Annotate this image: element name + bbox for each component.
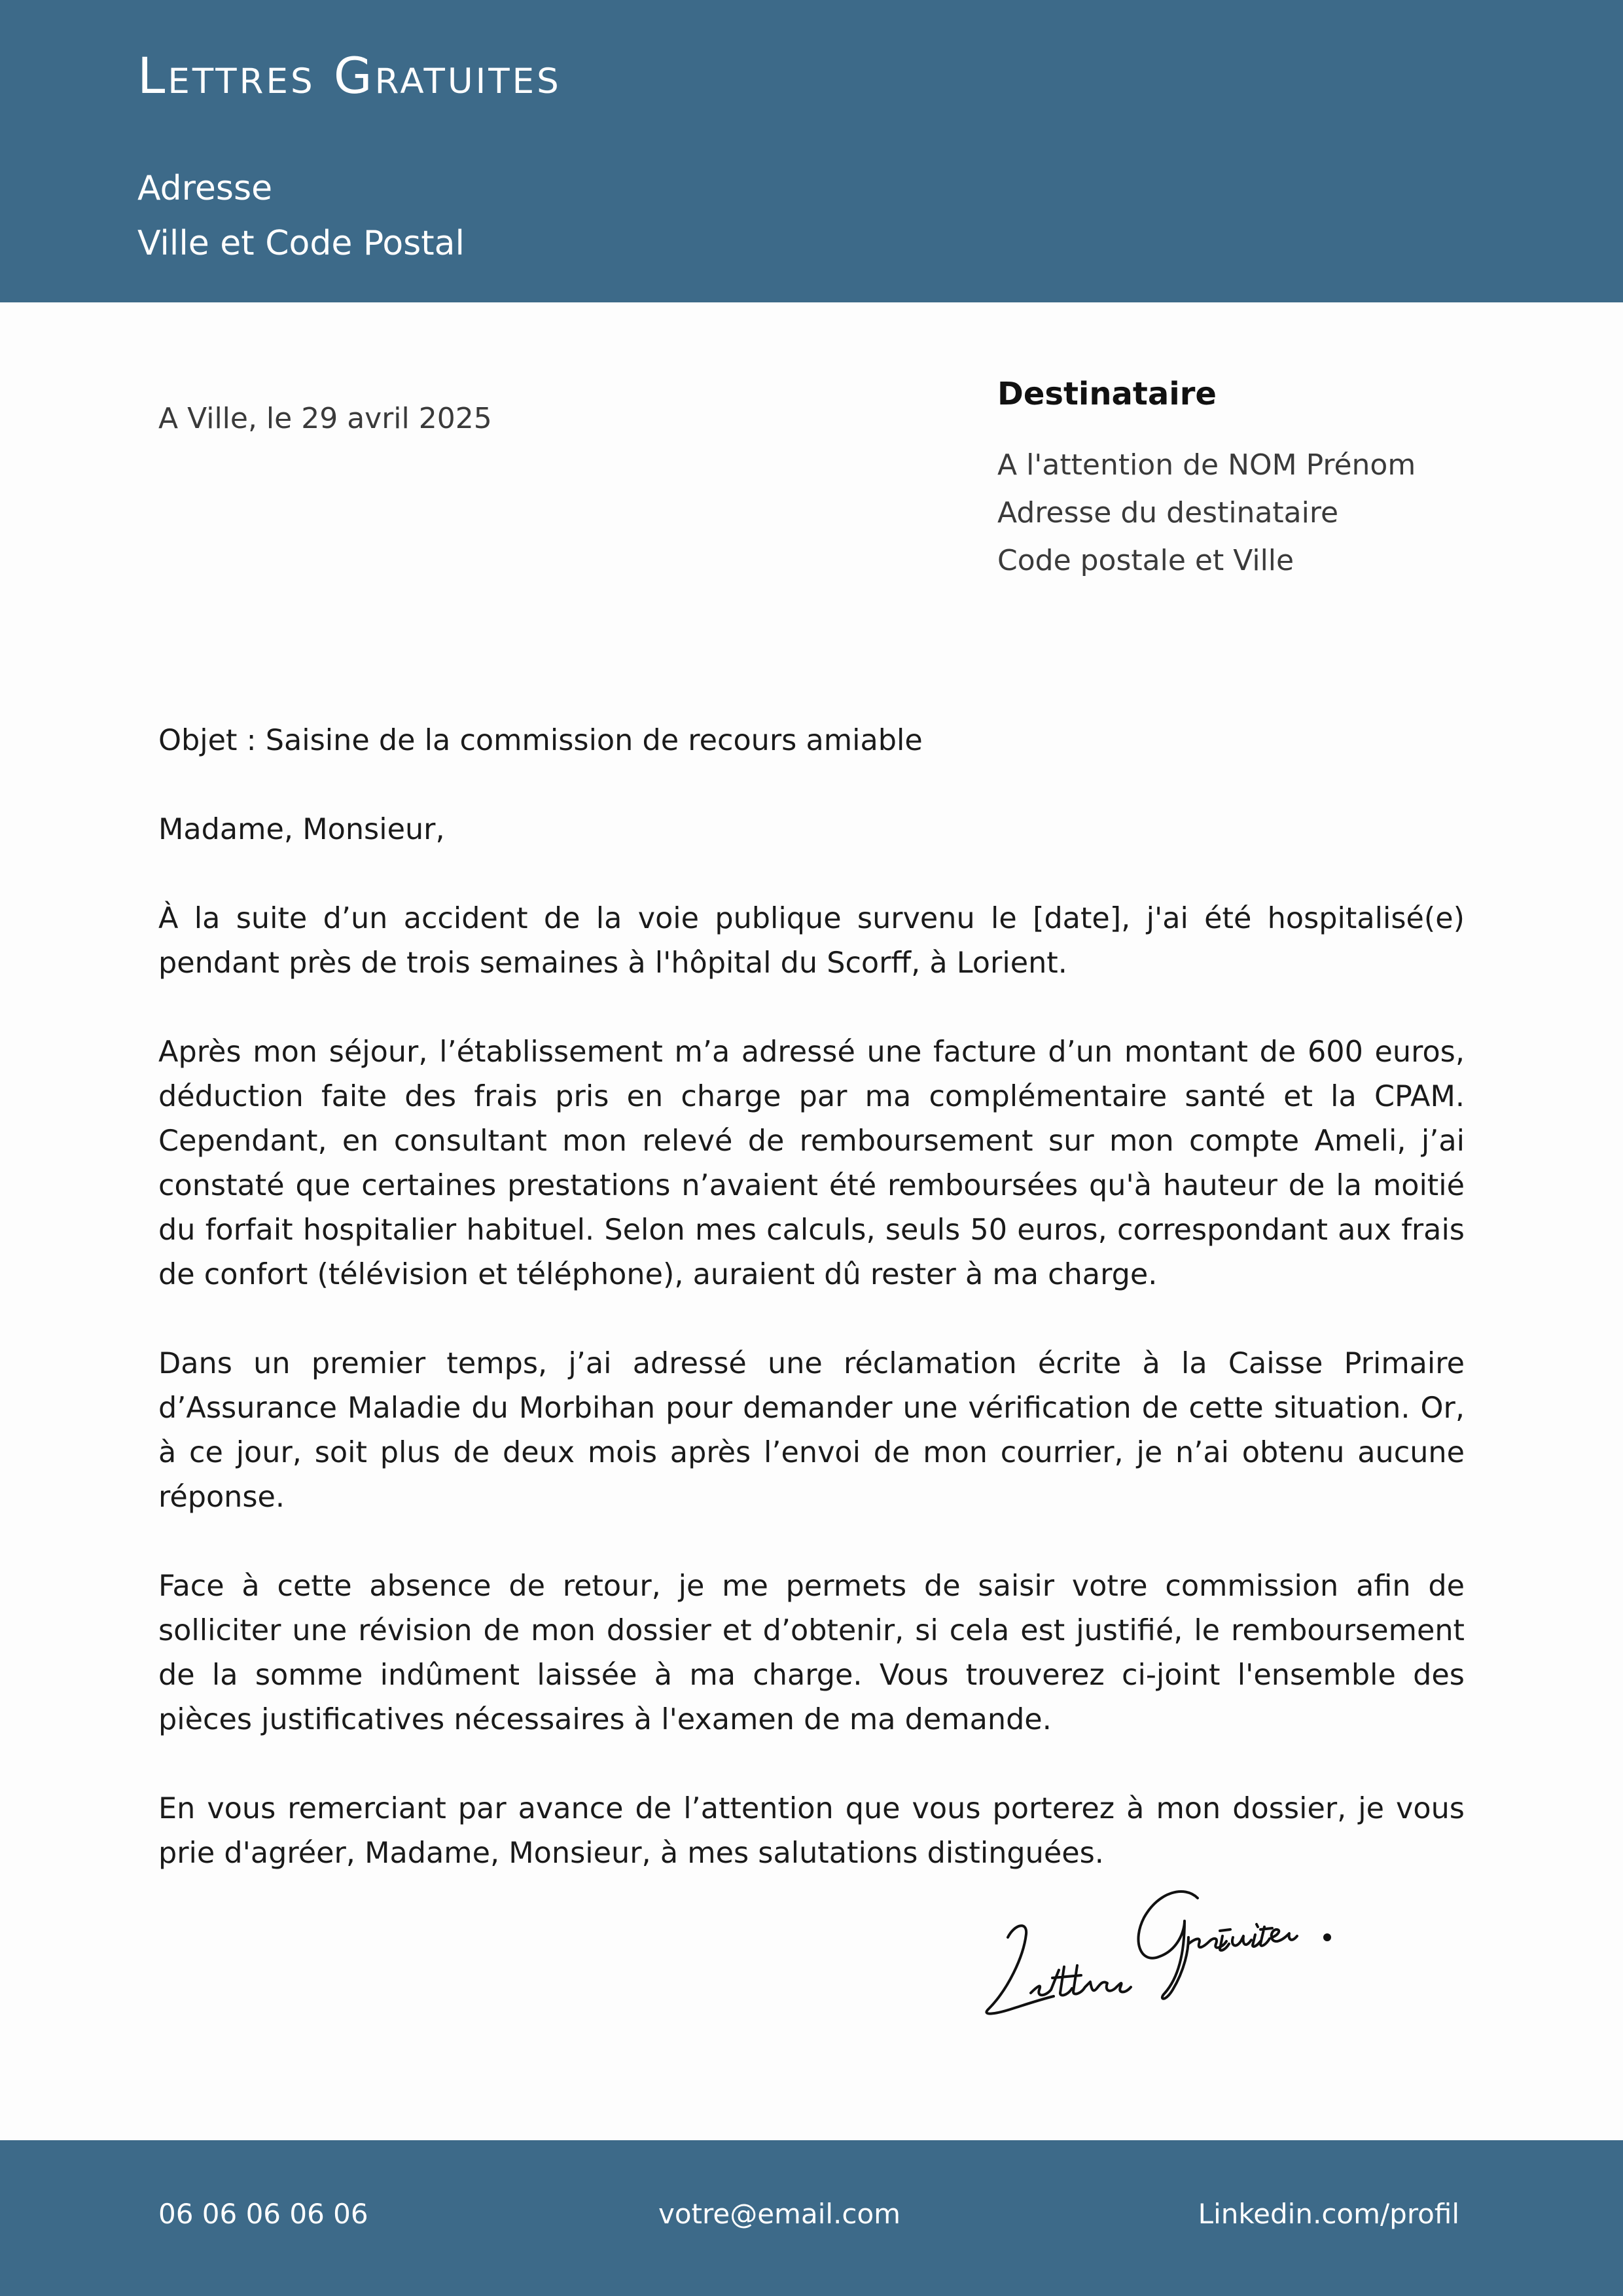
recipient-title: Destinataire: [997, 376, 1217, 412]
footer-phone: 06 06 06 06 06: [158, 2198, 368, 2230]
letter-greeting: Madame, Monsieur,: [158, 813, 445, 846]
recipient-address: Adresse du destinataire: [997, 496, 1339, 529]
brand-title: Lettres Gratuites: [137, 46, 562, 105]
letter-paragraph: En vous remerciant par avance de l’attention que vous porterez à mon dossier, je vous prie d'agréer, Madame, Monsieur, à mes salutations distinguées.: [158, 1792, 1465, 1870]
footer-band: [0, 2140, 1623, 2296]
footer-email[interactable]: votre@email.com: [658, 2198, 901, 2230]
handwritten-signature: [969, 1859, 1361, 2029]
letter-body: [158, 719, 1465, 1920]
letter-paragraph: À la suite d’un accident de la voie publique survenu le [date], j'ai été hospitalisé(e) pendant près de trois semaines à l'hôpital du Scorff, à Lorient.: [158, 902, 1465, 980]
letter-subject: Objet : Saisine de la commission de recours amiable: [158, 724, 923, 757]
letter-paragraph: Après mon séjour, l’établissement m’a adressé une facture d’un montant de 600 euros, déduction faite des frais pris en charge par ma complémentaire santé et la CPAM. Cependant, en consultant mon relevé de remboursement sur mon compte Ameli, j’ai constaté que certaines prestations n’avaient été remboursées qu'à hauteur de la moitié du forfait hospitalier habituel. Selon mes calculs, seuls 50 euros, correspondant aux frais de confort (télévision et téléphone), auraient dû rester à ma charge.: [158, 1035, 1465, 1291]
sender-city: Ville et Code Postal: [137, 224, 465, 263]
letter-paragraph: Face à cette absence de retour, je me permets de saisir votre commission afin de solliciter une révision de mon dossier et d’obtenir, si cela est justifié, le remboursement de la somme indûment laissée à ma charge. Vous trouverez ci-joint l'ensemble des pièces justificatives nécessaires à l'examen de ma demande.: [158, 1570, 1465, 1736]
date-line: A Ville, le 29 avril 2025: [158, 402, 492, 435]
recipient-block: [997, 378, 1573, 584]
recipient-name: A l'attention de NOM Prénom: [997, 448, 1416, 482]
sender-address: Adresse: [137, 169, 273, 208]
footer-linkedin[interactable]: Linkedin.com/profil: [1198, 2198, 1459, 2230]
header-band: [0, 0, 1623, 302]
recipient-city: Code postale et Ville: [997, 544, 1294, 577]
letter-paragraph: Dans un premier temps, j’ai adressé une réclamation écrite à la Caisse Primaire d’Assurance Maladie du Morbihan pour demander une vérification de cette situation. Or, à ce jour, soit plus de deux mois après l’envoi de mon courrier, je n’ai obtenu aucune réponse.: [158, 1347, 1465, 1514]
